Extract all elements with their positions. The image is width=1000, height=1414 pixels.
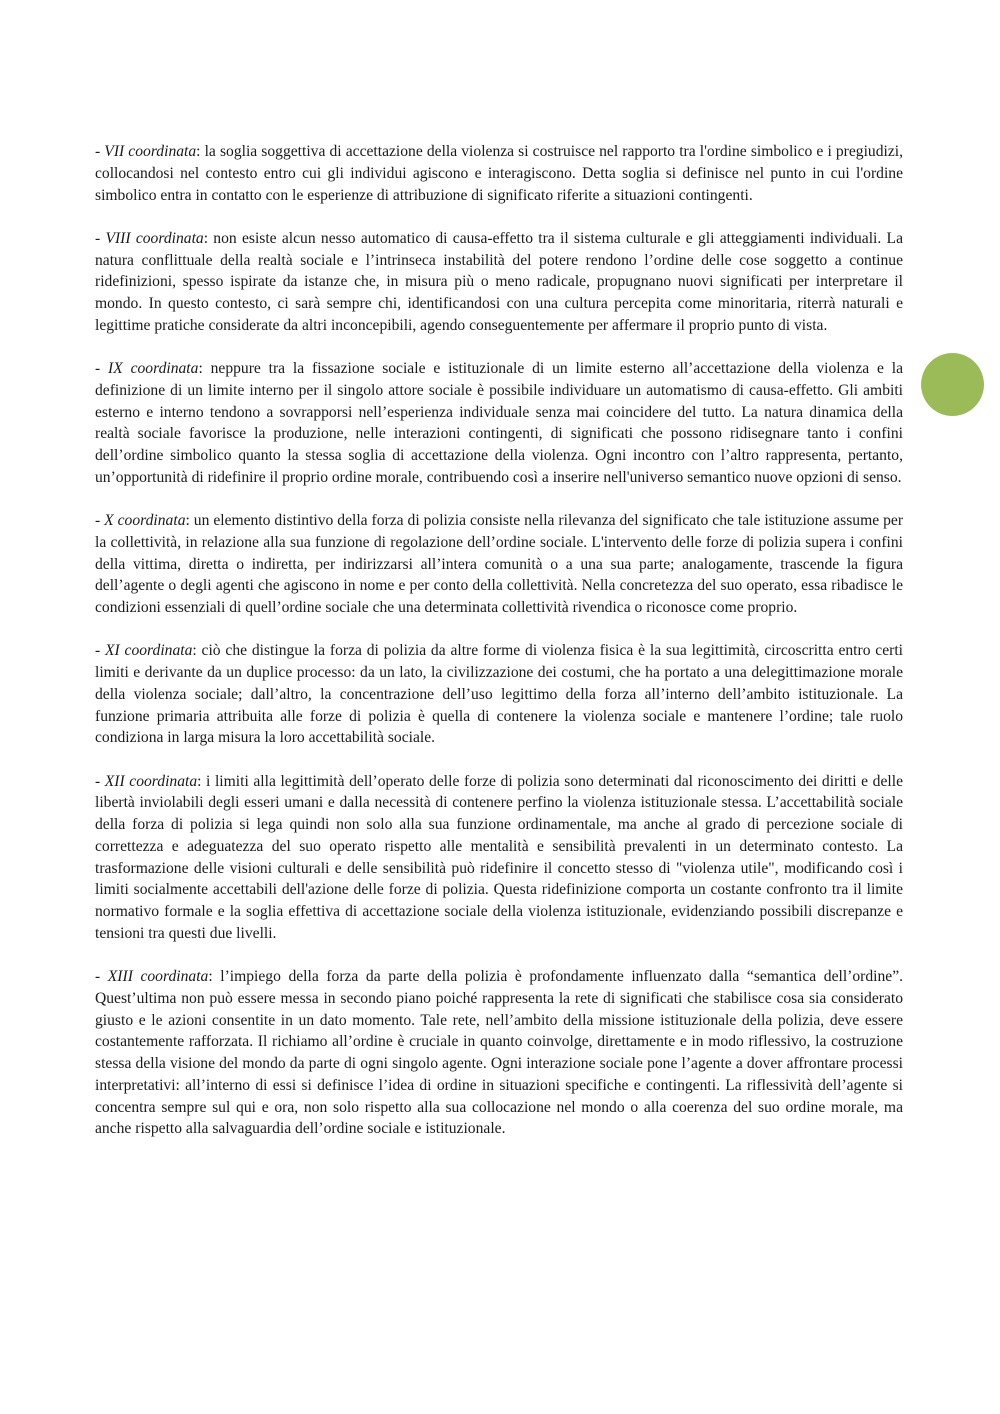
paragraph-prefix: - (95, 642, 106, 660)
paragraph-ix-coordinata (95, 358, 903, 489)
paragraph-viii-coordinata (95, 228, 903, 337)
paragraph-xiii-coordinata (95, 966, 903, 1140)
paragraph-xii-coordinata (95, 771, 903, 945)
paragraph-prefix: - (95, 968, 108, 985)
paragraph-text: : la soglia soggettiva di accettazione della violenza si costruisce nel rapporto tra l'ordine simbolico e i pregiudizi, collocandosi nel contesto entro cui gli individui agiscono e interagiscono. Detta soglia si definisce nel punto in cui l'ordine simbolico entra in contatto con le esperienze di attribuzione di significato riferite a situazioni contingenti. (95, 143, 904, 204)
coordinate-label: VII coordinata (104, 143, 197, 160)
coordinate-label: IX coordinata (108, 360, 199, 377)
coordinate-label: XI coordinata (105, 642, 193, 660)
coordinate-label: XIII coordinata (107, 968, 209, 985)
paragraph-text: : neppure tra la fissazione sociale e istituzionale di un limite esterno all’accettazione della violenza e la definizione di un limite interno per il singolo attore sociale è possibile individuare un automatismo di causa-effetto. Gli ambiti esterno e interno tendono a sovrapporsi nell’esperienza individuale senza mai coincidere del tutto. La natura dinamica della realtà sociale favorisce la produzione, nelle interazioni contingenti, di significati che possono ridisegnare tanto i confini dell’ordine simbolico quanto la stessa soglia di accettazione della violenza. Ogni incontro con l’altro rappresenta, pertanto, un’opportunità di ridefinire il proprio ordine morale, contribuendo così a inserire nell'universo semantico nuove opzioni di senso. (95, 360, 903, 486)
paragraph-text: : l’impiego della forza da parte della polizia è profondamente influenzato dalla “semantica dell’ordine”. Quest’ultima non può essere messa in secondo piano poiché rappresenta la rete di significati che stabilisce cosa sia considerato giusto e le azioni consentite in un dato momento. Tale rete, nell’ambito della missione istituzionale della polizia, deve essere costantemente rafforzata. Il richiamo all’ordine è cruciale in quanto coinvolge, direttamente e in modo riflessivo, la costruzione stessa della visione del mondo da parte di ogni singolo agente. Ogni interazione sociale pone l’agente a dover affrontare processi interpretativi: all’interno di essi si definisce l’idea di ordine in situazioni specifiche e contingenti. La riflessività dell’agente si concentra sempre sul qui e ora, non solo rispetto alla sua collocazione nel mondo o alla coerenza del suo ordine morale, ma anche rispetto alla salvaguardia dell’ordine sociale e istituzionale. (95, 968, 904, 1138)
coordinate-label: VIII coordinata (105, 229, 204, 247)
paragraph-text: : i limiti alla legittimità dell’operato delle forze di polizia sono determinati dal riconoscimento dei diritti e delle libertà inviolabili degli esseri umani e dalla necessità di contenere perfino la violenza istituzionale stessa. L’accettabilità sociale della forza di polizia si lega quindi non solo alla sua funzione ordinamentale, ma anche al grado di percezione sociale di correttezza e adeguatezza del suo operato rispetto alle mentalità e sensibilità prevalenti in un determinato contesto. La trasformazione delle visioni culturali e delle sensibilità può ridefinire il concetto stesso di "violenza utile", modificando così i limiti socialmente accettabili dell'azione delle forze di polizia. Questa ridefinizione comporta un costante confronto tra il limite normativo formale e la soglia effettiva di accettazione sociale della violenza istituzionale, evidenziando possibili discrepanze e tensioni tra questi due livelli. (95, 772, 903, 942)
paragraph-vii-coordinata (95, 141, 903, 206)
coordinate-label: XII coordinata (104, 772, 198, 790)
coordinate-label: X coordinata (104, 512, 186, 529)
paragraph-x-coordinata (95, 510, 903, 619)
green-circle-marker (921, 353, 984, 416)
paragraph-prefix: - (95, 143, 105, 160)
paragraph-xi-coordinata (95, 640, 903, 749)
paragraph-text: : ciò che distingue la forza di polizia da altre forme di violenza fisica è la sua legittimità, circoscritta entro certi limiti e derivante da un duplice processo: da un lato, la civilizzazione dei costumi, che ha portato a una delegittimazione morale della violenza sociale; dall’altro, la concentrazione dell’uso legittimo della forza all’interno dell’ambito istituzionale. La funzione primaria attribuita alle forze di polizia è quella di contenere la violenza sociale e mantenere l’ordine; tale ruolo condiziona in larga misura la loro accettabilità sociale. (95, 642, 903, 747)
paragraph-prefix: - (95, 772, 105, 790)
paragraph-prefix: - (95, 512, 105, 529)
paragraph-prefix: - (95, 229, 106, 247)
paragraph-text: : non esiste alcun nesso automatico di causa-effetto tra il sistema culturale e gli atteggiamenti individuali. La natura conflittuale della realtà sociale e l’intrinseca instabilità del potere rendono l’ordine delle cose soggetto a continue ridefinizioni, spesso ispirate da istanze che, in misura più o meno radicale, propugnano nuovi significati per interpretare il mondo. In questo contesto, ci sarà sempre chi, identificandosi con una cultura percepita come minoritaria, riterrà naturali e legittime pratiche considerate da altri inconcepibili, agendo conseguentemente per affermare il proprio punto di vista. (95, 229, 904, 334)
paragraph-prefix: - (95, 360, 109, 377)
paragraph-text: : un elemento distintivo della forza di polizia consiste nella rilevanza del significato che tale istituzione assume per la collettività, in relazione alla sua funzione di regolazione dell’ordine sociale. L'intervento delle forze di polizia supera i confini della vittima, diretta o indiretta, per indirizzarsi all’intera comunità o a una sua parte; analogamente, trascende la figura dell’agente o degli agenti che agiscono in nome e per conto della collettività. Nella concretezza del suo operato, essa ribadisce le condizioni essenziali di quell’ordine sociale che una determinata collettività rivendica o riconosce come proprio. (95, 512, 904, 616)
document-body (95, 141, 903, 1162)
